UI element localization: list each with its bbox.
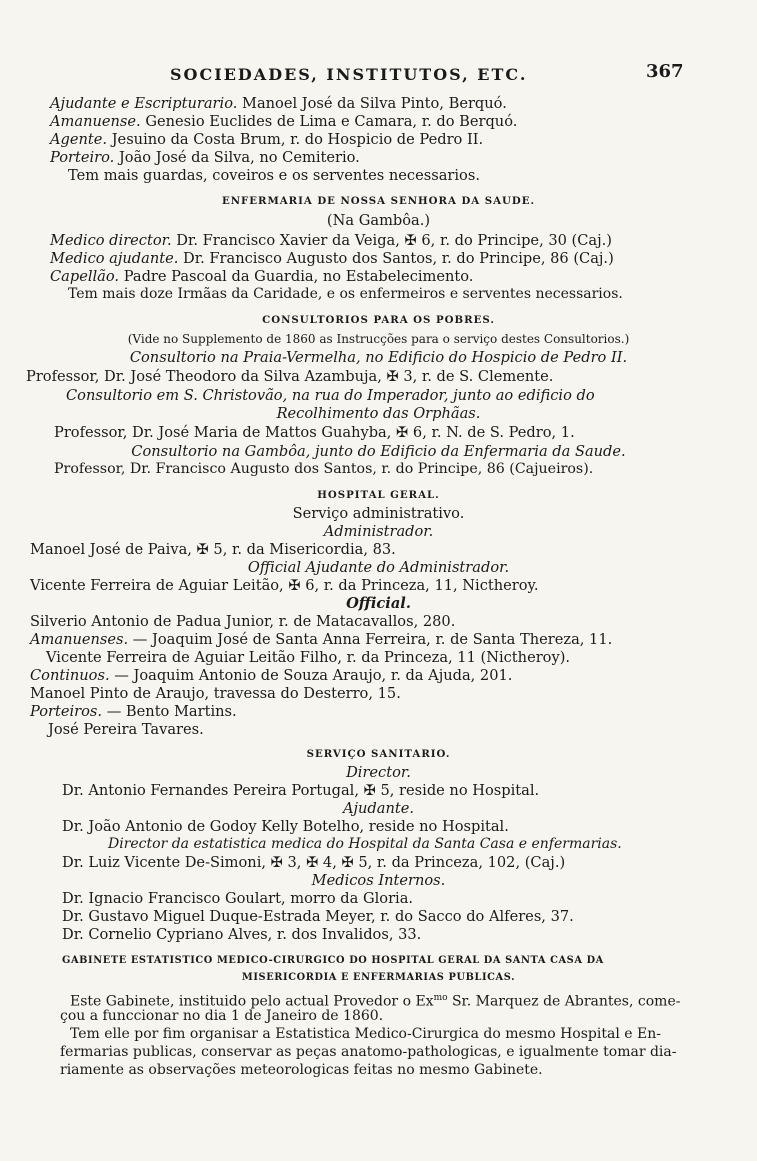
estatistica-label: Director da estatistica medica do Hospital da Santa Casa e enfermarias.	[108, 836, 622, 852]
role-label: Agente.	[50, 131, 108, 148]
consultorio-3-professor: Professor, Dr. Francisco Augusto dos Santos, r. do Principe, 86 (Cajueiros).	[54, 461, 594, 477]
entry-agente	[50, 131, 483, 148]
entry-text: Jesuino da Costa Brum, r. do Hospicio de Pedro II.	[107, 131, 484, 148]
entry-text: João José da Silva, no Cemiterio.	[114, 149, 360, 166]
interno-entry: Dr. Ignacio Francisco Goulart, morro da Gloria.	[62, 890, 414, 907]
gabinete-paragraph-2: Tem elle por fim organisar a Estatistica Medico-Cirurgica do mesmo Hospital e En-	[70, 1026, 661, 1042]
entry-note: Tem mais guardas, coveiros e os serventes necessarios.	[68, 167, 480, 184]
section-title-gabinete: GABINETE ESTATISTICO MEDICO-CIRURGICO DO HOSPITAL GERAL DA SANTA CASA DA	[62, 955, 604, 966]
estatistica-entry: Dr. Luiz Vicente De-Simoni, ✠ 3, ✠ 4, ✠ 5, r. da Princeza, 102, (Caj.)	[62, 854, 566, 871]
consultorio-1-professor: Professor, Dr. José Theodoro da Silva Azambuja, ✠ 3, r. de S. Clemente.	[26, 368, 554, 385]
entry-text: Dr. Francisco Augusto dos Santos, r. do Principe, 86 (Caj.)	[178, 250, 614, 267]
section-title-hospital: HOSPITAL GERAL.	[317, 489, 440, 501]
role-label: Ajudante e Escripturario.	[50, 95, 238, 112]
role-label: Continuos.	[30, 667, 110, 684]
running-header: SOCIEDADES, INSTITUTOS, ETC.	[170, 65, 528, 84]
entry-medico-director	[50, 232, 612, 249]
section-title-consultorios: CONSULTORIOS PARA OS POBRES.	[262, 314, 495, 326]
entry-ajudante	[50, 95, 507, 112]
hospital-subtitle: Serviço administrativo.	[292, 505, 465, 522]
entry-medico-ajudante	[50, 250, 614, 267]
ajudante-label: Ajudante.	[342, 800, 415, 817]
ordinal-superscript: mo	[433, 993, 448, 1003]
official-ajudante-entry: Vicente Ferreira de Aguiar Leitão, ✠ 6, r. da Princeza, 11, Nictheroy.	[30, 577, 539, 594]
enfermaria-location: (Na Gambôa.)	[326, 212, 431, 229]
paragraph-text: Sr. Marquez de Abrantes, come-	[447, 993, 681, 1010]
administrador-entry: Manoel José de Paiva, ✠ 5, r. da Misericordia, 83.	[30, 541, 396, 558]
gabinete-paragraph-1-cont: çou a funccionar no dia 1 de Janeiro de 1860.	[60, 1008, 384, 1024]
role-label: Porteiros.	[30, 703, 103, 720]
director-entry: Dr. Antonio Fernandes Pereira Portugal, ✠ 5, reside no Hospital.	[62, 782, 540, 799]
paragraph-text: Este Gabinete, instituido pelo actual Provedor o Ex	[70, 993, 434, 1010]
entry-amanuense	[50, 113, 517, 130]
entry-text: Genesio Euclides de Lima e Camara, r. do Berquó.	[140, 113, 518, 130]
entry-text: — Bento Martins.	[102, 703, 237, 720]
role-label: Capellão.	[50, 268, 120, 285]
porteiros-entry-2: José Pereira Tavares.	[48, 721, 204, 738]
role-label: Amanuenses.	[30, 631, 129, 648]
consultorio-2-title: Consultorio em S. Christovão, na rua do Imperador, junto ao edificio do	[66, 387, 595, 404]
official-ajudante-label: Official Ajudante do Administrador.	[247, 559, 510, 576]
entry-text: — Joaquim José de Santa Anna Ferreira, r. de Santa Thereza, 11.	[128, 631, 613, 648]
enfermaria-note: Tem mais doze Irmãas da Caridade, e os enfermeiros e serventes necessarios.	[68, 286, 623, 302]
gabinete-paragraph-2-cont: fermarias publicas, conservar as peças anatomo-pathologicas, e igualmente tomar dia-	[60, 1044, 677, 1060]
amanuenses-entry-2: Vicente Ferreira de Aguiar Leitão Filho, r. da Princeza, 11 (Nictheroy).	[46, 649, 571, 666]
continuos-entry-2: Manoel Pinto de Araujo, travessa do Desterro, 15.	[30, 685, 401, 702]
entry-text: Padre Pascoal da Guardia, no Estabelecimento.	[119, 268, 474, 285]
interno-entry: Dr. Cornelio Cypriano Alves, r. dos Invalidos, 33.	[62, 926, 422, 943]
entry-capellao	[50, 268, 473, 285]
consultorio-2-professor: Professor, Dr. José Maria de Mattos Guahyba, ✠ 6, r. N. de S. Pedro, 1.	[54, 424, 575, 441]
porteiros-entry	[30, 703, 237, 720]
consultorios-note: (Vide no Supplemento de 1860 as Instrucções para o serviço destes Consultorios.)	[127, 332, 630, 346]
consultorio-3-title: Consultorio na Gambôa, junto do Edificio da Enfermaria da Saude.	[131, 443, 626, 460]
page-number: 367	[646, 61, 684, 82]
section-title-sanitario: SERVIÇO SANITARIO.	[306, 748, 451, 760]
official-label: Official.	[346, 595, 411, 612]
administrador-label: Administrador.	[323, 523, 434, 540]
section-title-enfermaria: ENFERMARIA DE NOSSA SENHORA DA SAUDE.	[221, 195, 536, 207]
gabinete-paragraph-2-end: riamente as observações meteorologicas feitas no mesmo Gabinete.	[60, 1062, 543, 1078]
internos-label: Medicos Internos.	[311, 872, 446, 889]
role-label: Porteiro.	[50, 149, 115, 166]
entry-text: Manoel José da Silva Pinto, Berquó.	[237, 95, 507, 112]
entry-text: Dr. Francisco Xavier da Veiga, ✠ 6, r. do Principe, 30 (Caj.)	[171, 232, 612, 249]
entry-text: — Joaquim Antonio de Souza Araujo, r. da Ajuda, 201.	[109, 667, 513, 684]
ajudante-entry: Dr. João Antonio de Godoy Kelly Botelho, reside no Hospital.	[62, 818, 509, 835]
continuos-entry	[30, 667, 512, 684]
consultorio-2-title-cont: Recolhimento das Orphãas.	[276, 405, 481, 422]
section-title-gabinete-cont: MISERICORDIA E ENFERMARIAS PUBLICAS.	[241, 972, 516, 983]
role-label: Medico director.	[50, 232, 172, 249]
consultorio-1-title: Consultorio na Praia-Vermelha, no Edificio do Hospicio de Pedro II.	[129, 349, 628, 366]
amanuenses-entry	[30, 631, 612, 648]
director-label: Director.	[346, 764, 411, 781]
role-label: Amanuense.	[50, 113, 141, 130]
interno-entry: Dr. Gustavo Miguel Duque-Estrada Meyer, r. do Sacco do Alferes, 37.	[62, 908, 574, 925]
entry-porteiro	[50, 149, 360, 166]
official-entry: Silverio Antonio de Padua Junior, r. de Matacavallos, 280.	[30, 613, 456, 630]
role-label: Medico ajudante.	[50, 250, 179, 267]
